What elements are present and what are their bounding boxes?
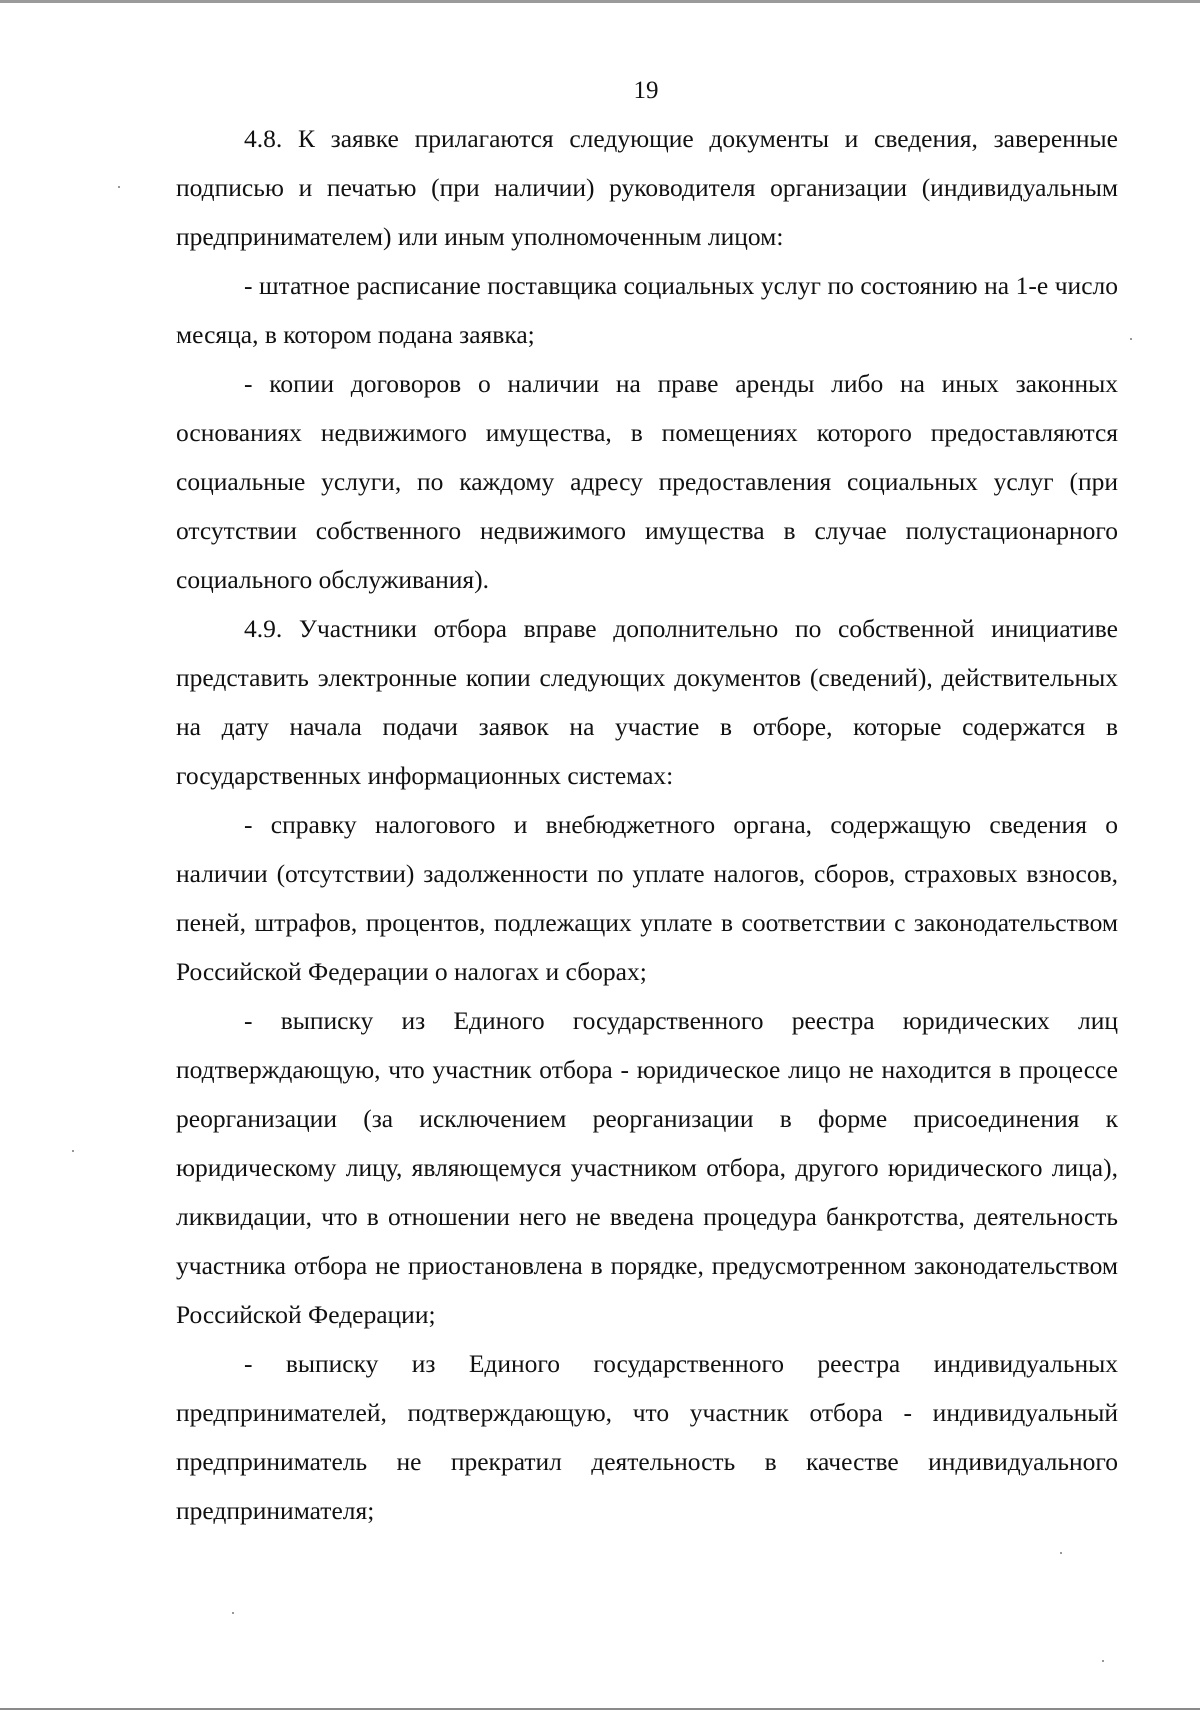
paragraph-4-8: 4.8. К заявке прилагаются следующие документы и сведения, заверенные подписью и печатью (при наличии) руководителя организации (индивидуальным предпринимателем) или иным уполномоченным лицом: [176, 124, 1118, 251]
scan-speck [1102, 1660, 1104, 1662]
scan-speck [1060, 1552, 1062, 1554]
paragraph-staff-schedule: - штатное расписание поставщика социальных услуг по состоянию на 1-е число месяца, в котором подана заявка; [176, 271, 1118, 349]
scan-edge-top [0, 0, 1200, 3]
paragraph-entrepreneur-extract: - выписку из Единого государственного реестра индивидуальных предпринимателей, подтверждающую, что участник отбора - индивидуальный предприниматель не прекратил деятельность в качестве индивидуального предпринимателя; [176, 1349, 1118, 1525]
paragraph-4-9: 4.9. Участники отбора вправе дополнительно по собственной инициативе представить электронные копии следующих документов (сведений), действительных на дату начала подачи заявок на участие в отборе, которые содержатся в государственных информационных системах: [176, 614, 1118, 790]
paragraph-lease-copies: - копии договоров о наличии на праве аренды либо на иных законных основаниях недвижимого имущества, в помещениях которого предоставляются социальные услуги, по каждому адресу предоставления социальных услуг (при отсутствии собственного недвижимого имущества в случае полустационарного социального обслуживания). [176, 369, 1118, 594]
scan-edge-bottom [0, 1708, 1200, 1710]
scan-speck [1130, 338, 1132, 340]
scan-speck [118, 186, 120, 188]
scan-speck [232, 1612, 234, 1614]
scan-speck [72, 1150, 74, 1152]
paragraph-tax-certificate: - справку налогового и внебюджетного органа, содержащую сведения о наличии (отсутствии) задолженности по уплате налогов, сборов, страховых взносов, пеней, штрафов, процентов, подлежащих уплате в соответствии с законодательством Российской Федерации о налогах и сборах; [176, 810, 1118, 986]
body-text [176, 114, 1118, 1535]
page-number: 19 [633, 77, 659, 104]
paragraph-legal-entity-extract: - выписку из Единого государственного реестра юридических лиц подтверждающую, что участник отбора - юридическое лицо не находится в процессе реорганизации (за исключением реорганизации в форме присоединения к юридическому лицу, являющемуся участником отбора, другого юридического лица), ликвидации, что в отношении него не введена процедура банкротства, деятельность участника отбора не приостановлена в порядке, предусмотренном законодательством Российской Федерации; [176, 1006, 1118, 1329]
